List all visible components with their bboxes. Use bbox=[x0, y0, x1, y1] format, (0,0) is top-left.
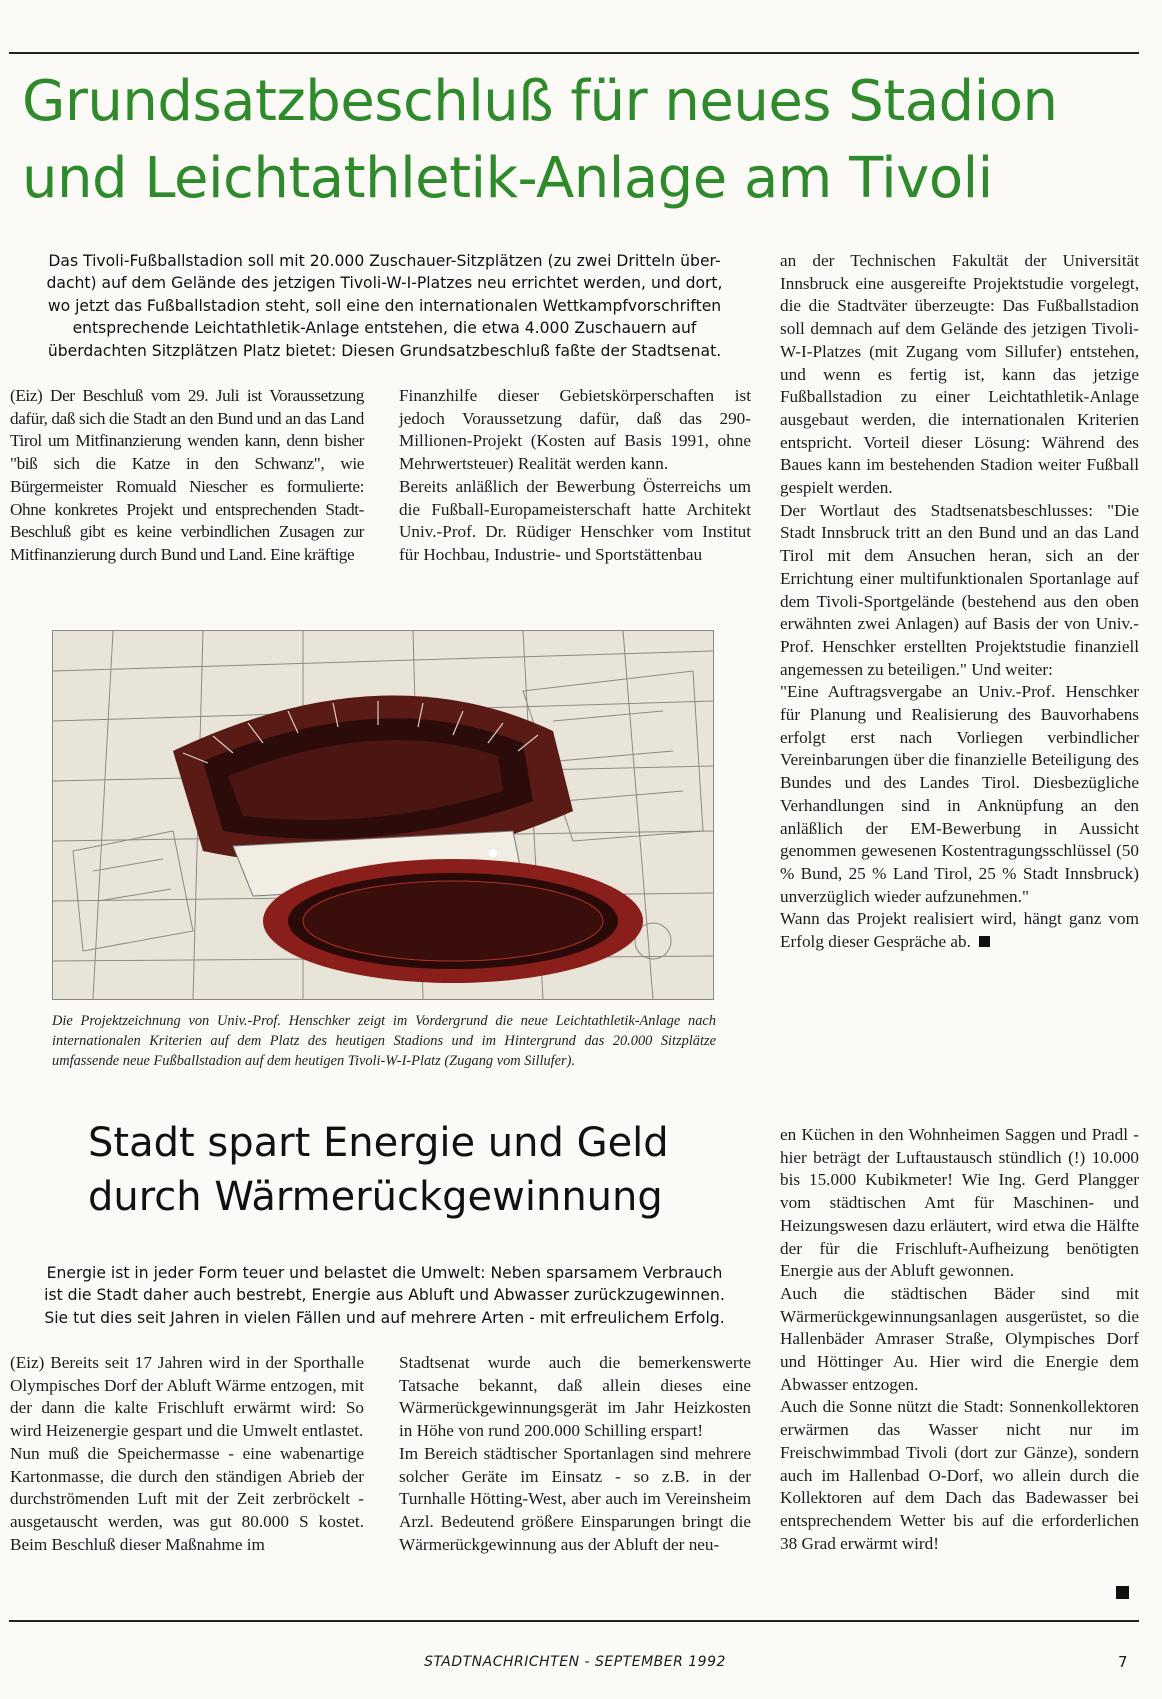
paragraph: an der Technischen Fakultät der Universität Innsbruck eine ausgereifte Projektstudie vorgelegt, die die Stadtväter überzeugte: Das Fußballstadion soll demnach auf dem Gelände des jetzigen Tivoli-W-I-Platzes (mit Zugang vom Sillufer) entstehen, und wenn es fertig ist, kann das jetzige Fußballstadion zu einer Leichtathletik-Anlage ausgebaut werden, die internationalen Kriterien entspricht. Vorteil dieser Lösung: Während des Baues kann im bestehenden Stadion weiter Fußball gespielt werden. bbox=[780, 251, 1139, 498]
lead-line: Energie ist in jeder Form teuer und belastet die Umwelt: Neben sparsamem Verbrauch bbox=[46, 1264, 723, 1282]
closing-text: Wann das Projekt realisiert wird, hängt ganz vom Erfolg dieser Gespräche ab. bbox=[780, 909, 1139, 952]
article-lead bbox=[12, 250, 757, 362]
article-column-2 bbox=[399, 385, 751, 567]
paragraph: "Eine Auftragsvergabe an Univ.-Prof. Henschker für Planung und Realisierung des Bauvorhabens erfolgt erst nach Vorliegen verbindlicher Vereinbarungen über die finanzielle Beteiligung des Bundes und des Landes Tirol. Diesbezügliche Verhandlungen sind in Anknüpfung an den anläßlich der EM-Bewerbung in Aussicht genommen gewesenen Kostentragungsschlüssel (50 % Bund, 25 % Land Tirol, 25 % Stadt Innsbruck) unverzüglich wieder aufzunehmen." bbox=[780, 682, 1139, 906]
bottom-rule bbox=[9, 1620, 1139, 1622]
top-rule bbox=[9, 52, 1139, 54]
article-column-3 bbox=[780, 250, 1139, 954]
paragraph: Im Bereich städtischer Sportanlagen sind mehrere solcher Geräte im Einsatz - so z.B. in der Turnhalle Hötting-West, aber auch im Vereinsheim Arzl. Bedeutend größere Einsparungen bringt die Wärmerückgewinnung aus der Abluft der neu- bbox=[399, 1443, 751, 1554]
paragraph: Finanzhilfe dieser Gebietskörperschaften ist jedoch Voraussetzung dafür, daß das 290-Millionen-Projekt (Kosten auf Basis 1991, ohne Mehrwertsteuer) Realität werden kann. bbox=[399, 386, 751, 474]
paragraph: (Eiz) Bereits seit 17 Jahren wird in der Sporthalle Olympisches Dorf der Abluft Wärme entzogen, mit der dann die kalte Frischluft erwärmt wird: So wird Heizenergie gespart und die Umwelt entlastet. bbox=[10, 1353, 364, 1441]
headline-line-1: Grundsatzbeschluß für neues Stadion bbox=[22, 69, 1058, 134]
lead-line: überdachten Sitzplätzen Platz bietet: Diesen Grundsatzbeschluß faßte der Stadtsenat. bbox=[47, 341, 722, 360]
paragraph: Stadtsenat wurde auch die bemerkenswerte Tatsache bekannt, daß allein dieses eine Wärmerückgewinnungsgerät im Jahr Heizkosten in Höhe von rund 200.000 Schilling erspart! bbox=[399, 1353, 751, 1441]
article-2-column-1 bbox=[10, 1352, 364, 1556]
lead-line: Das Tivoli-Fußballstadion soll mit 20.000 Zuschauer-Sitzplätzen (zu zwei Dritteln über- bbox=[48, 252, 721, 270]
article-headline bbox=[22, 63, 1142, 217]
lead-line: Sie tut dies seit Jahren in vielen Fällen und auf mehrere Arten - mit erfreulichem Erfolg. bbox=[44, 1308, 725, 1327]
headline-line-2: durch Wärmerückgewinnung bbox=[88, 1174, 663, 1220]
headline-line-2: und Leichtathletik-Anlage am Tivoli bbox=[22, 146, 993, 211]
stadium-project-drawing bbox=[52, 630, 714, 1000]
article-column-1 bbox=[10, 385, 364, 567]
article-2-headline bbox=[88, 1116, 708, 1224]
stadium-drawing-illustration bbox=[53, 631, 713, 999]
paragraph: Auch die Sonne nützt die Stadt: Sonnenkollektoren erwärmen das Wasser nicht nur im Freischwimmbad Tivoli (dort zur Gänze), sondern auch im Hallenbad O-Dorf, wo allein durch die Kollektoren auf dem Dach das Badewasser bei entsprechendem Wetter bis auf die erforderlichen 38 Grad erwärmt wird! bbox=[780, 1397, 1139, 1553]
article-2-column-2 bbox=[399, 1352, 751, 1556]
lead-line: wo jetzt das Fußballstadion steht, soll eine den internationalen Wettkampfvorschriften bbox=[47, 296, 722, 315]
article-2-column-3 bbox=[780, 1124, 1139, 1555]
paragraph: en Küchen in den Wohnheimen Saggen und Pradl - hier beträgt der Luftaustausch stündlich (!) 10.000 bis 15.000 Kubikmeter! Wie Ing. Gerd Plangger vom städtischen Amt für Maschinen- und Heizungswesen dazu erläutert, wird etwa die Hälfte der für die Frischluft-Aufheizung benötigten Energie aus der Abluft gewonnen. bbox=[780, 1125, 1139, 1281]
publication-footer: STADTNACHRICHTEN - SEPTEMBER 1992 bbox=[424, 1654, 726, 1670]
paragraph: (Eiz) Der Beschluß vom 29. Juli ist Voraussetzung dafür, daß sich die Stadt an den Bund und an das Land Tirol um Mitfinanzierung wenden kann, denn bisher "biß sich die Katze in den Schwanz", wie Bürgermeister Romuald Niescher es formulierte: Ohne konkretes Projekt und entsprechenden Stadt-Beschluß gibt es keine verbindlichen Zusagen zur Mitfinanzierung durch Bund und Land. Eine kräftige bbox=[10, 386, 364, 564]
end-of-article-mark bbox=[979, 936, 990, 947]
lead-line: ist die Stadt daher auch bestrebt, Energie aus Abluft und Abwasser zurückzugewinnen. bbox=[44, 1286, 725, 1305]
photo-caption: Die Projektzeichnung von Univ.-Prof. Henschker zeigt im Vordergrund die neue Leichtathletik-Anlage nach internationalen Kriterien auf dem Platz des heutigen Stadions und im Hintergrund das 20.000 Sitzplätze umfassende neue Fußballstadion auf dem heutigen Tivoli-W-I-Platz (Zugang vom Sillufer). bbox=[52, 1013, 716, 1070]
paragraph bbox=[780, 908, 1139, 953]
headline-line-1: Stadt spart Energie und Geld bbox=[88, 1120, 669, 1166]
lead-line: entsprechende Leichtathletik-Anlage entstehen, die etwa 4.000 Zuschauern auf bbox=[72, 319, 697, 338]
end-of-article-mark bbox=[1116, 1586, 1129, 1599]
paragraph: Der Wortlaut des Stadtsenatsbeschlusses: "Die Stadt Innsbruck tritt an den Bund und an das Land Tirol mit dem Ansuchen heran, sich an der Errichtung einer multifunktionalen Sportanlage auf dem Tivoli-Sportgelände (bestehend aus den oben erwähnten zwei Anlagen) auf Basis der von Univ.-Prof. Henschker erstellten Projektstudie finanziell angemessen zu beteiligen." Und weiter: bbox=[780, 500, 1139, 679]
paragraph: Nun muß die Speichermasse - eine wabenartige Kartonmasse, die durch den ständigen Abrieb der durchströmenden Luft mit der Zeit zerbröckelt - ausgetauscht werden, was gut 80.000 S kostet. Beim Beschluß dieser Maßnahme im bbox=[10, 1443, 364, 1554]
page-number: 7 bbox=[1118, 1653, 1128, 1671]
paragraph: Bereits anläßlich der Bewerbung Österreichs um die Fußball-Europameisterschaft hatte Architekt Univ.-Prof. Dr. Rüdiger Henschker vom Institut für Hochbau, Industrie- und Sportstättenbau bbox=[399, 476, 751, 564]
lead-line: dacht) auf dem Gelände des jetzigen Tivoli-W-I-Platzes neu errichtet werden, und dort, bbox=[46, 274, 723, 293]
article-2-lead bbox=[12, 1262, 757, 1329]
paragraph: Auch die städtischen Bäder sind mit Wärmerückgewinnungsanlagen ausgerüstet, so die Hallenbäder Amraser Straße, Olympisches Dorf und Höttinger Au. Hier wird die Energie dem Abwasser entzogen. bbox=[780, 1283, 1139, 1394]
